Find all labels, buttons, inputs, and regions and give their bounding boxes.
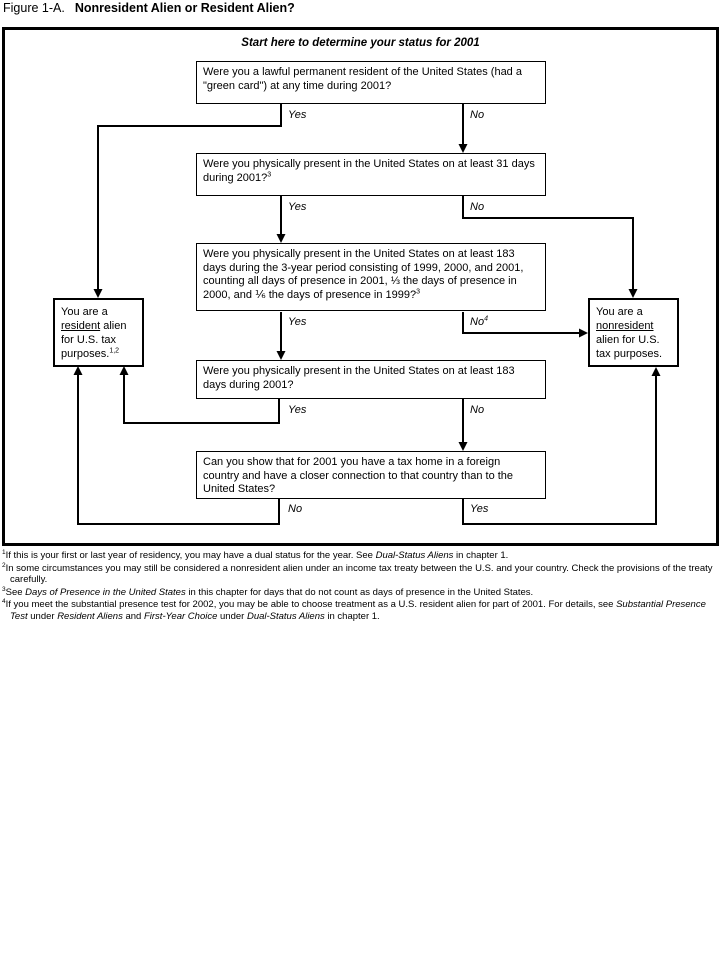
start-instruction: Start here to determine your status for 2001 — [241, 37, 480, 49]
branch-label-q4-no: No — [470, 404, 485, 416]
arrow-into-q2-top — [459, 144, 468, 153]
footnote-3-text: See Days of Presence in the United States in this chapter for days that do not count as days of presence in the United States. — [5, 586, 534, 598]
question-box-tax-home: Can you show that for 2001 you have a tax home in a foreign country and have a closer connection to that country than to the United States? — [196, 451, 546, 499]
question-box-183-days-2001: Were you physically present in the United States on at least 183 days during 2001? — [196, 360, 546, 399]
arrow-into-resident-top — [94, 289, 103, 298]
question-box-31-days: Were you physically present in the United States on at least 31 days during 2001?$^3$ — [196, 153, 546, 196]
figure-label: Figure 1-A. — [3, 1, 65, 15]
footnote-2-number: 2 — [2, 561, 6, 569]
branch-label-q2-yes: Yes — [288, 201, 307, 213]
branch-label-q5-no: No — [288, 503, 303, 515]
footnote-4 — [2, 599, 719, 622]
arrow-into-q4-top — [277, 351, 286, 360]
arrow-into-nonresident-bottom — [652, 367, 661, 376]
figure-title — [3, 1, 295, 15]
branch-label-q2-no: No — [470, 201, 485, 213]
footnotes-block — [2, 550, 719, 623]
footnote-1-number: 1 — [2, 548, 6, 556]
arrow-into-resident-bottom-2 — [74, 366, 83, 375]
arrow-into-q3-top — [277, 234, 286, 243]
flowchart-frame — [2, 27, 719, 546]
result-box-nonresident: You are a nonresident alien for U.S. tax purposes. — [588, 298, 679, 367]
footnote-3-number: 3 — [2, 585, 6, 593]
arrow-into-q5-top — [459, 442, 468, 451]
branch-label-q4-yes: Yes — [288, 404, 307, 416]
branch-label-q5-yes: Yes — [470, 503, 489, 515]
branch-label-q1-no: No — [470, 109, 485, 121]
footnote-4-number: 4 — [2, 597, 6, 605]
result-box-resident: You are a resident alien for U.S. tax purposes.$^{1,2}$ — [53, 298, 144, 367]
footnote-1 — [2, 550, 719, 562]
branch-label-q3-yes: Yes — [288, 316, 307, 328]
question-box-green-card: Were you a lawful permanent resident of the United States (had a "green card") at any time during 2001? — [196, 61, 546, 104]
footnote-3 — [2, 587, 719, 599]
branch-label-q1-yes: Yes — [288, 109, 307, 121]
question-box-183-days-3-year: Were you physically present in the United States on at least 183 days during the 3-year period consisting of 1999, 2000, and 2001, counting all days of presence in 2001, ⅓ the days of presence in 2000, and ⅙ the days of presence in 1999?$^3$ — [196, 243, 546, 311]
footnote-2 — [2, 563, 719, 586]
footnote-2-text: In some circumstances you may still be considered a nonresident alien under an income tax treaty between the U.S. and your country. Check the provisions of the treaty carefully. — [5, 562, 713, 585]
footnote-1-text: If this is your first or last year of residency, you may have a dual status for the year. See Dual-Status Aliens in chapter 1. — [5, 550, 509, 561]
footnote-4-text: If you meet the substantial presence test for 2002, you may be able to choose treatment as a U.S. resident alien for part of 2001. For details, see Substantial Presence Test under Resident Aliens and First-Year Choice under Dual-Status Aliens in chapter 1. — [5, 599, 706, 622]
arrow-into-nonresident-left — [579, 329, 588, 338]
arrow-into-nonresident-top — [629, 289, 638, 298]
figure-name: Nonresident Alien or Resident Alien? — [74, 1, 295, 15]
arrow-into-resident-bottom-1 — [120, 366, 129, 375]
branch-label-q3-no: No$^4$ — [470, 315, 488, 328]
